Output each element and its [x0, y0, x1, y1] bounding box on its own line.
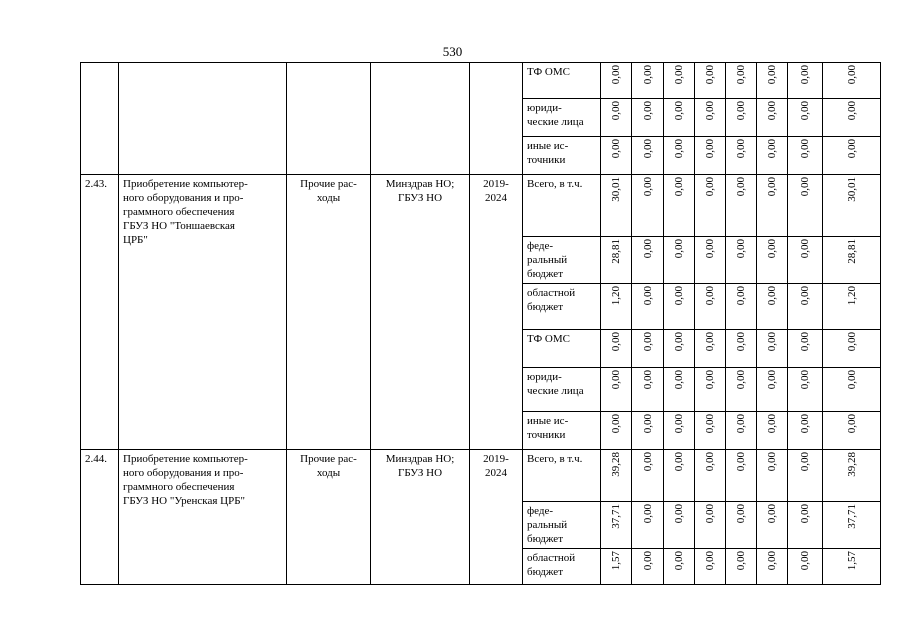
- value-text: 0,00: [610, 370, 622, 390]
- value-text: 0,00: [673, 504, 685, 524]
- value-text: 0,00: [799, 504, 811, 524]
- value-text: 37,71: [610, 504, 622, 529]
- value-text: 0,00: [735, 551, 747, 571]
- value-text: 0,00: [641, 551, 654, 571]
- value-cell: [601, 175, 632, 237]
- executor: Минздрав НО; ГБУЗ НО: [371, 450, 470, 585]
- value-text: 0,00: [673, 370, 685, 390]
- empty-cell: [287, 63, 371, 175]
- value-cell: [757, 412, 788, 450]
- value-text: 0,00: [673, 414, 685, 434]
- value-text: 0,00: [799, 239, 811, 259]
- value-cell: [726, 284, 757, 330]
- value-text: 0,00: [673, 65, 685, 85]
- value-text: 0,00: [610, 332, 622, 352]
- value-cell: [695, 284, 726, 330]
- value-cell: [823, 549, 881, 585]
- value-text: 0,00: [799, 370, 811, 390]
- value-cell: [757, 549, 788, 585]
- value-text: 0,00: [610, 65, 622, 85]
- value-cell: [601, 368, 632, 412]
- value-text: 0,00: [704, 370, 716, 390]
- value-cell: [695, 137, 726, 175]
- period: 2019- 2024: [470, 450, 523, 585]
- value-text: 0,00: [766, 452, 778, 472]
- value-text: 0,00: [641, 370, 654, 390]
- expense-category: Прочие рас- ходы: [287, 450, 371, 585]
- value-text: 0,00: [641, 239, 654, 259]
- value-text: 0,00: [610, 414, 622, 434]
- value-cell: [601, 502, 632, 549]
- value-text: 0,00: [673, 452, 685, 472]
- value-text: 0,00: [641, 139, 654, 159]
- value-text: 0,00: [735, 177, 747, 197]
- value-text: 0,00: [766, 370, 778, 390]
- value-text: 0,00: [766, 101, 778, 121]
- value-text: 0,00: [641, 504, 654, 524]
- value-cell: [726, 175, 757, 237]
- value-text: 0,00: [704, 101, 716, 121]
- value-text: 0,00: [799, 551, 811, 571]
- value-cell: [664, 502, 695, 549]
- value-text: 30,01: [845, 177, 858, 202]
- value-cell: [726, 368, 757, 412]
- value-cell: [664, 412, 695, 450]
- value-cell: [788, 137, 823, 175]
- value-cell: [823, 99, 881, 137]
- value-cell: [632, 63, 664, 99]
- empty-cell: [81, 63, 119, 175]
- value-text: 0,00: [799, 332, 811, 352]
- value-cell: [788, 63, 823, 99]
- value-text: 0,00: [641, 286, 654, 306]
- value-cell: [823, 137, 881, 175]
- source-cell: Всего, в т.ч.: [523, 450, 601, 502]
- item-number: 2.43.: [81, 175, 119, 450]
- value-text: 0,00: [766, 551, 778, 571]
- value-text: 0,00: [704, 239, 716, 259]
- item-name: Приобретение компьютер- ного оборудования и про- граммного обеспечения ГБУЗ НО "Тоншаевская ЦРБ": [119, 175, 287, 450]
- value-cell: [664, 368, 695, 412]
- empty-cell: [371, 63, 470, 175]
- value-text: 0,00: [766, 414, 778, 434]
- value-text: 0,00: [799, 177, 811, 197]
- value-cell: [664, 549, 695, 585]
- value-text: 39,28: [845, 452, 858, 477]
- value-cell: [664, 237, 695, 284]
- value-cell: [632, 99, 664, 137]
- value-text: 0,00: [766, 332, 778, 352]
- value-text: 0,00: [735, 239, 747, 259]
- value-cell: [788, 237, 823, 284]
- value-cell: [823, 368, 881, 412]
- value-text: 0,00: [673, 139, 685, 159]
- table-row: [81, 175, 881, 237]
- value-cell: [788, 330, 823, 368]
- source-cell: ТФ ОМС: [523, 330, 601, 368]
- source-cell: феде- ральный бюджет: [523, 502, 601, 549]
- value-text: 1,20: [845, 286, 858, 306]
- value-text: 0,00: [766, 65, 778, 85]
- value-cell: [632, 284, 664, 330]
- value-cell: [695, 99, 726, 137]
- value-cell: [726, 412, 757, 450]
- value-text: 0,00: [845, 101, 858, 121]
- value-cell: [632, 502, 664, 549]
- value-cell: [632, 330, 664, 368]
- value-cell: [632, 175, 664, 237]
- value-cell: [757, 368, 788, 412]
- value-text: 0,00: [704, 65, 716, 85]
- value-cell: [823, 175, 881, 237]
- value-text: 0,00: [735, 286, 747, 306]
- value-cell: [601, 330, 632, 368]
- value-text: 0,00: [766, 139, 778, 159]
- value-text: 0,00: [673, 101, 685, 121]
- value-text: 0,00: [673, 286, 685, 306]
- value-text: 1,20: [610, 286, 622, 306]
- value-cell: [788, 284, 823, 330]
- value-text: 0,00: [641, 101, 654, 121]
- value-cell: [757, 330, 788, 368]
- value-cell: [664, 99, 695, 137]
- value-cell: [757, 284, 788, 330]
- value-cell: [757, 175, 788, 237]
- value-text: 0,00: [641, 452, 654, 472]
- value-text: 0,00: [673, 332, 685, 352]
- value-cell: [823, 237, 881, 284]
- value-text: 0,00: [799, 101, 811, 121]
- value-cell: [757, 502, 788, 549]
- budget-table: [80, 62, 881, 585]
- value-cell: [695, 330, 726, 368]
- value-text: 0,00: [799, 139, 811, 159]
- item-number: 2.44.: [81, 450, 119, 585]
- source-cell: ТФ ОМС: [523, 63, 601, 99]
- value-text: 0,00: [610, 101, 622, 121]
- value-text: 0,00: [845, 370, 858, 390]
- value-cell: [632, 549, 664, 585]
- value-text: 0,00: [610, 139, 622, 159]
- value-text: 28,81: [845, 239, 858, 264]
- value-text: 1,57: [845, 551, 858, 571]
- value-cell: [788, 412, 823, 450]
- executor: Минздрав НО; ГБУЗ НО: [371, 175, 470, 450]
- value-text: 0,00: [766, 239, 778, 259]
- value-cell: [695, 175, 726, 237]
- value-text: 0,00: [704, 177, 716, 197]
- value-cell: [601, 237, 632, 284]
- value-cell: [695, 368, 726, 412]
- value-cell: [695, 63, 726, 99]
- value-cell: [788, 450, 823, 502]
- source-cell: юриди- ческие лица: [523, 368, 601, 412]
- value-cell: [726, 99, 757, 137]
- value-cell: [823, 412, 881, 450]
- value-text: 0,00: [735, 504, 747, 524]
- value-cell: [726, 63, 757, 99]
- value-text: 0,00: [641, 332, 654, 352]
- table-row: [81, 63, 881, 99]
- value-text: 39,28: [610, 452, 622, 477]
- value-cell: [664, 137, 695, 175]
- value-cell: [726, 450, 757, 502]
- value-cell: [823, 330, 881, 368]
- value-cell: [695, 450, 726, 502]
- value-cell: [601, 412, 632, 450]
- value-cell: [664, 175, 695, 237]
- expense-category: Прочие рас- ходы: [287, 175, 371, 450]
- value-text: 0,00: [641, 414, 654, 434]
- value-cell: [726, 137, 757, 175]
- value-text: 0,00: [704, 414, 716, 434]
- value-cell: [601, 137, 632, 175]
- value-text: 0,00: [673, 239, 685, 259]
- value-text: 0,00: [799, 65, 811, 85]
- value-cell: [632, 137, 664, 175]
- value-cell: [757, 137, 788, 175]
- value-cell: [757, 450, 788, 502]
- value-cell: [695, 549, 726, 585]
- value-cell: [632, 412, 664, 450]
- value-cell: [632, 237, 664, 284]
- value-text: 0,00: [641, 177, 654, 197]
- value-text: 0,00: [799, 414, 811, 434]
- value-text: 0,00: [845, 65, 858, 85]
- page-number: 530: [442, 44, 463, 59]
- source-cell: областной бюджет: [523, 284, 601, 330]
- source-cell: юриди- ческие лица: [523, 99, 601, 137]
- value-cell: [788, 175, 823, 237]
- value-text: 0,00: [735, 65, 747, 85]
- value-text: 0,00: [641, 65, 654, 85]
- value-cell: [788, 368, 823, 412]
- value-text: 0,00: [766, 286, 778, 306]
- value-cell: [601, 63, 632, 99]
- value-text: 0,00: [704, 504, 716, 524]
- value-text: 0,00: [766, 177, 778, 197]
- value-text: 0,00: [704, 139, 716, 159]
- value-text: 0,00: [704, 452, 716, 472]
- value-text: 0,00: [845, 332, 858, 352]
- source-cell: иные ис- точники: [523, 412, 601, 450]
- table-row: [81, 450, 881, 502]
- value-cell: [823, 450, 881, 502]
- value-text: 0,00: [704, 332, 716, 352]
- value-text: 0,00: [673, 551, 685, 571]
- value-text: 0,00: [704, 551, 716, 571]
- value-cell: [601, 549, 632, 585]
- value-text: 0,00: [845, 414, 858, 434]
- value-cell: [757, 237, 788, 284]
- value-cell: [823, 502, 881, 549]
- value-text: 0,00: [799, 452, 811, 472]
- value-cell: [726, 330, 757, 368]
- value-cell: [664, 450, 695, 502]
- value-cell: [664, 330, 695, 368]
- value-cell: [695, 502, 726, 549]
- value-text: 0,00: [766, 504, 778, 524]
- value-cell: [601, 99, 632, 137]
- empty-cell: [119, 63, 287, 175]
- value-cell: [788, 99, 823, 137]
- empty-cell: [470, 63, 523, 175]
- value-text: 0,00: [735, 370, 747, 390]
- value-text: 0,00: [735, 101, 747, 121]
- value-text: 1,57: [610, 551, 622, 571]
- value-cell: [664, 284, 695, 330]
- value-text: 0,00: [735, 452, 747, 472]
- value-cell: [788, 549, 823, 585]
- value-cell: [726, 502, 757, 549]
- item-name: Приобретение компьютер- ного оборудования и про- граммного обеспечения ГБУЗ НО "Уренская ЦРБ": [119, 450, 287, 585]
- source-cell: Всего, в т.ч.: [523, 175, 601, 237]
- value-cell: [757, 63, 788, 99]
- value-text: 28,81: [610, 239, 622, 264]
- source-cell: феде- ральный бюджет: [523, 237, 601, 284]
- value-text: 37,71: [845, 504, 858, 529]
- value-text: 0,00: [845, 139, 858, 159]
- value-text: 0,00: [735, 332, 747, 352]
- value-cell: [601, 450, 632, 502]
- value-text: 0,00: [673, 177, 685, 197]
- value-text: 30,01: [610, 177, 622, 202]
- source-cell: областной бюджет: [523, 549, 601, 585]
- value-cell: [601, 284, 632, 330]
- source-cell: иные ис- точники: [523, 137, 601, 175]
- value-text: 0,00: [735, 414, 747, 434]
- value-text: 0,00: [735, 139, 747, 159]
- value-text: 0,00: [799, 286, 811, 306]
- value-cell: [695, 412, 726, 450]
- value-cell: [726, 549, 757, 585]
- value-cell: [726, 237, 757, 284]
- value-cell: [757, 99, 788, 137]
- value-cell: [632, 450, 664, 502]
- value-cell: [823, 284, 881, 330]
- value-cell: [788, 502, 823, 549]
- value-cell: [823, 63, 881, 99]
- period: 2019- 2024: [470, 175, 523, 450]
- value-cell: [664, 63, 695, 99]
- value-text: 0,00: [704, 286, 716, 306]
- value-cell: [632, 368, 664, 412]
- value-cell: [695, 237, 726, 284]
